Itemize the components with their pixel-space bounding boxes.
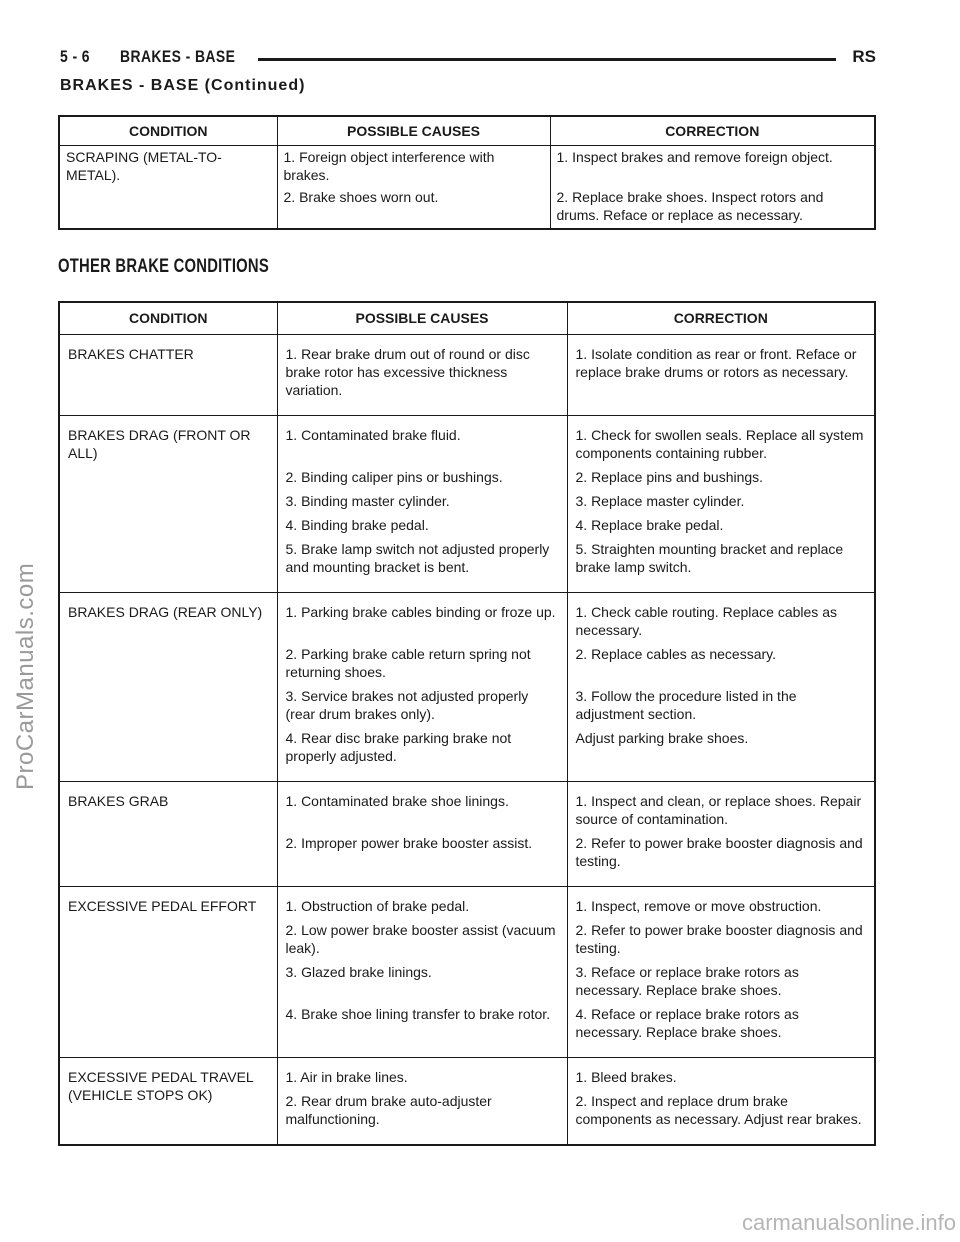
condition-cell: EXCESSIVE PEDAL EFFORT [59,887,277,1058]
column-header-condition: CONDITION [59,302,277,335]
table-row [59,335,875,416]
correction-item: 2. Refer to power brake booster diagnosis and testing. [575,922,863,956]
scraping-table [58,115,876,230]
cause-item: 5. Brake lamp switch not adjusted properly and mounting bracket is bent. [285,541,550,575]
header-rule [258,58,836,61]
table-row [59,416,875,593]
correction-item: 2. Replace pins and bushings. [575,469,764,485]
table-row [59,782,875,887]
condition-cell: BRAKES DRAG (FRONT OR ALL) [59,416,277,593]
correction-cell [567,887,875,1058]
page-number: 5 - 6 [60,47,90,66]
column-header-condition: CONDITION [59,116,277,146]
correction-item: 3. Replace master cylinder. [575,493,745,509]
model-code: RS [852,47,876,66]
cause-item: 4. Brake shoe lining transfer to brake rotor. [285,1006,551,1022]
correction-item: 1. Inspect, remove or move obstruction. [575,898,822,914]
correction-item: 1. Inspect brakes and remove foreign object. [556,149,833,165]
correction-item: 2. Inspect and replace drum brake components as necessary. Adjust rear brakes. [575,1093,862,1127]
causes-cell [277,593,567,782]
table-row [59,593,875,782]
correction-item: 4. Reface or replace brake rotors as necessary. Replace brake shoes. [575,1006,799,1040]
correction-cell [567,416,875,593]
watermark-carmanualsonline: carmanualsonline.info [741,1210,956,1235]
correction-item: 3. Reface or replace brake rotors as necessary. Replace brake shoes. [575,964,799,998]
table-row [59,887,875,1058]
causes-cell [277,335,567,416]
correction-cell [567,335,875,416]
correction-item: 2. Replace cables as necessary. [575,646,777,662]
other-brake-conditions-heading: OTHER BRAKE CONDITIONS [58,256,269,277]
cause-item: 1. Foreign object interference with brakes. [283,149,495,183]
correction-item: 1. Bleed brakes. [575,1069,677,1085]
condition-cell: BRAKES DRAG (REAR ONLY) [59,593,277,782]
cause-item: 2. Rear drum brake auto-adjuster malfunctioning. [285,1093,492,1127]
correction-item: 2. Replace brake shoes. Inspect rotors and drums. Reface or replace as necessary. [556,189,824,223]
table-row [59,1058,875,1146]
cause-item: 2. Low power brake booster assist (vacuum leak). [285,922,556,956]
cause-item: 1. Contaminated brake shoe linings. [285,793,509,809]
cause-item: 2. Parking brake cable return spring not returning shoes. [285,646,531,680]
correction-item: 2. Refer to power brake booster diagnosis and testing. [575,835,863,869]
page-header [60,44,876,74]
cause-item: 3. Glazed brake linings. [285,964,432,980]
cause-item: 4. Rear disc brake parking brake not properly adjusted. [285,730,512,764]
cause-item: 2. Improper power brake booster assist. [285,835,533,851]
correction-cell [567,1058,875,1146]
continued-heading: BRAKES - BASE (Continued) [60,77,306,94]
section-title: BRAKES - BASE [120,47,236,66]
cause-item: 3. Service brakes not adjusted properly (rear drum brakes only). [285,688,529,722]
table-row [59,146,875,230]
cause-item: 2. Brake shoes worn out. [283,189,439,205]
condition-cell: EXCESSIVE PEDAL TRAVEL (VEHICLE STOPS OK) [59,1058,277,1146]
table-header-row [59,302,875,335]
causes-cell [277,887,567,1058]
cause-item: 1. Contaminated brake fluid. [285,427,461,443]
correction-item: 1. Check for swollen seals. Replace all system components containing rubber. [575,427,864,461]
cause-item: 1. Parking brake cables binding or froze up. [285,604,556,620]
watermark-procarmanuals: ProCarManuals.com [12,562,39,790]
condition-cell: BRAKES CHATTER [59,335,277,416]
correction-cell [550,146,875,230]
correction-item: 4. Replace brake pedal. [575,517,724,533]
condition-cell: BRAKES GRAB [59,782,277,887]
cause-item: 1. Rear brake drum out of round or disc brake rotor has excessive thickness variation. [285,346,530,398]
table-header-row [59,116,875,146]
causes-cell [277,1058,567,1146]
causes-cell [277,782,567,887]
column-header-causes: POSSIBLE CAUSES [277,302,567,335]
correction-item: 1. Inspect and clean, or replace shoes. Repair source of contamination. [575,793,862,827]
column-header-correction: CORRECTION [567,302,875,335]
cause-item: 3. Binding master cylinder. [285,493,450,509]
causes-cell [277,416,567,593]
correction-cell [567,593,875,782]
cause-item: 4. Binding brake pedal. [285,517,429,533]
condition-cell: SCRAPING (METAL-TO-METAL). [59,146,277,230]
other-conditions-table [58,301,876,1146]
column-header-causes: POSSIBLE CAUSES [277,116,550,146]
cause-item: 1. Air in brake lines. [285,1069,408,1085]
column-header-correction: CORRECTION [550,116,875,146]
correction-item: 5. Straighten mounting bracket and replace brake lamp switch. [575,541,844,575]
cause-item: 2. Binding caliper pins or bushings. [285,469,503,485]
cause-item: 1. Obstruction of brake pedal. [285,898,470,914]
correction-item: 1. Isolate condition as rear or front. Reface or replace brake drums or rotors as necessary. [575,346,857,380]
correction-item: Adjust parking brake shoes. [575,730,749,746]
correction-cell [567,782,875,887]
correction-item: 3. Follow the procedure listed in the adjustment section. [575,688,797,722]
correction-item: 1. Check cable routing. Replace cables as necessary. [575,604,837,638]
causes-cell [277,146,550,230]
